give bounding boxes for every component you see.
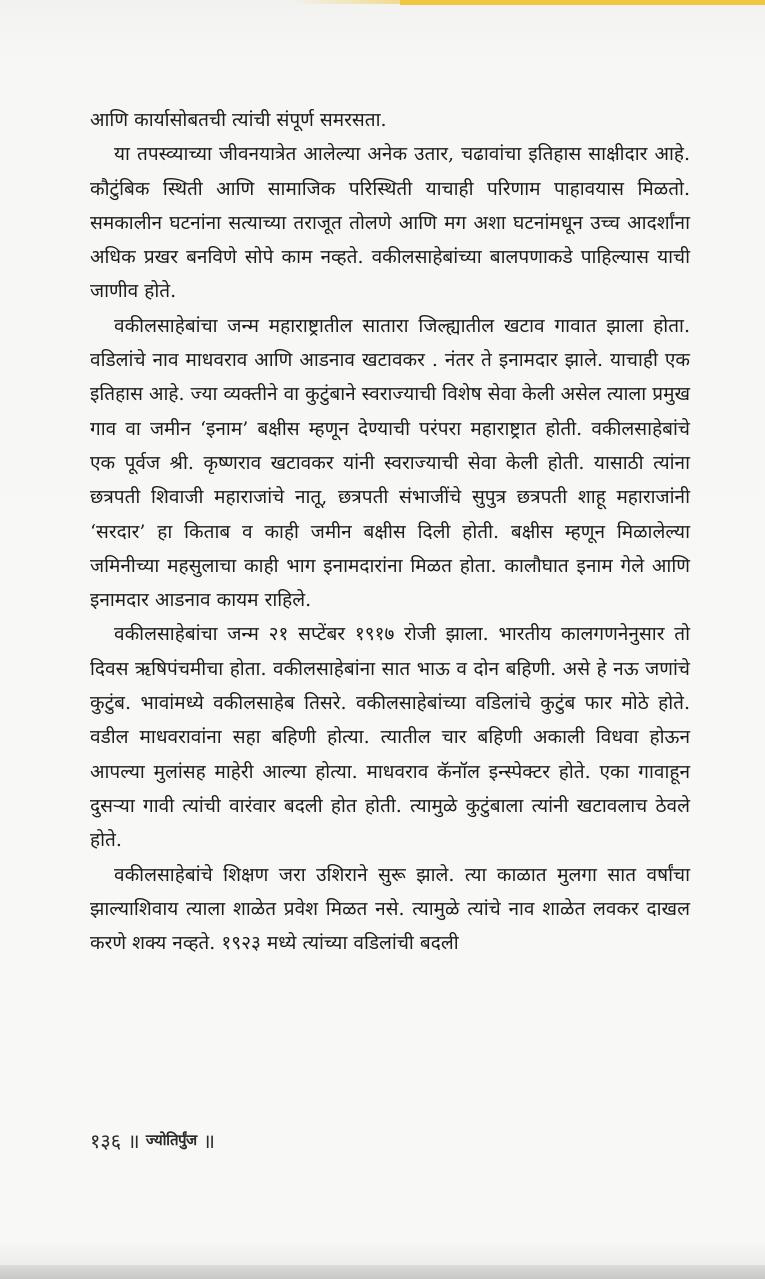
paragraph: वकीलसाहेबांचा जन्म महाराष्ट्रातील सातारा जिल्ह्यातील खटाव गावात झाला होता. वडिलांचे नाव माधवराव आणि आडनाव खटावकर . नंतर ते इनामदार झाले. याचाही एक इतिहास आहे. ज्या व्यक्तीने वा कुटुंबाने स्वराज्याची विशेष सेवा केली असेल त्याला प्रमुख गाव वा जमीन ‘इनाम’ बक्षीस म्हणून देण्याची परंपरा महाराष्ट्रात होती. वकीलसाहेबांचे एक पूर्वज श्री. कृष्णराव खटावकर यांनी स्वराज्याची सेवा केली होती. यासाठी त्यांना छत्रपती शिवाजी महाराजांचे नातू, छत्रपती संभाजींचे सुपुत्र छत्रपती शाहू महाराजांनी ‘सरदार’ हा किताब व काही जमीन बक्षीस दिली होती. बक्षीस म्हणून मिळालेल्या जमिनीच्या महसुलाचा काही भाग इनामदारांना मिळत होता. कालौघात इनाम गेले आणि इनामदार आडनाव कायम राहिले. — [90, 314, 690, 612]
bottom-edge-band — [0, 1265, 765, 1279]
footer-separator-right: ॥ — [203, 1129, 216, 1153]
paragraph-continuation: आणि कार्यासोबतची त्यांची संपूर्ण समरसता. — [90, 109, 387, 131]
paragraph: वकीलसाहेबांचा जन्म २१ सप्टेंबर १९१७ रोजी झाला. भारतीय कालगणनेनुसार तो दिवस ऋषिपंचमीचा होता. वकीलसाहेबांना सात भाऊ व दोन बहिणी. असे हे नऊ जणांचे कुटुंब. भावांमध्ये वकीलसाहेब तिसरे. वकीलसाहेबांच्या वडिलांचे कुटुंब फार मोठे होते. वडील माधवरावांना सहा बहिणी होत्या. त्यातील चार बहिणी अकाली विधवा होऊन आपल्या मुलांसह माहेरी आल्या होत्या. माधवराव कॅनॉल इन्स्पेक्टर होते. एका गावाहून दुसऱ्या गावी त्यांची वारंवार बदली होत होती. त्यामुळे कुटुंबाला त्यांनी खटावलाच ठेवले होते. — [90, 623, 690, 852]
top-accent-bar — [400, 0, 765, 5]
page-footer — [90, 1127, 215, 1157]
page-number: १३६ — [90, 1129, 122, 1153]
paragraph: या तपस्व्याच्या जीवनयात्रेत आलेल्या अनेक उतार, चढावांचा इतिहास साक्षीदार आहे. कौटुंबिक स्थिती आणि सामाजिक परिस्थिती याचाही परिणाम पाहावयास मिळतो. समकालीन घटनांना सत्याच्या तराजूत तोलणे आणि मग अशा घटनांमधून उच्च आदर्शांना अधिक प्रखर बनविणे सोपे काम नव्हते. वकीलसाहेबांच्या बालपणाकडे पाहिल्यास याची जाणीव होते. — [90, 143, 690, 303]
body-text — [90, 103, 690, 960]
book-title-mark: ज्योतिर्पुंज — [145, 1131, 197, 1149]
paragraph: वकीलसाहेबांचे शिक्षण जरा उशिराने सुरू झाले. त्या काळात मुलगा सात वर्षांचा झाल्याशिवाय त्याला शाळेत प्रवेश मिळत नसे. त्यामुळे त्यांचे नाव शाळेत लवकर दाखल करणे शक्य नव्हते. १९२३ मध्ये त्यांच्या वडिलांची बदली — [90, 863, 690, 955]
top-edge-fade — [290, 0, 400, 4]
footer-separator-left: ॥ — [127, 1129, 140, 1153]
